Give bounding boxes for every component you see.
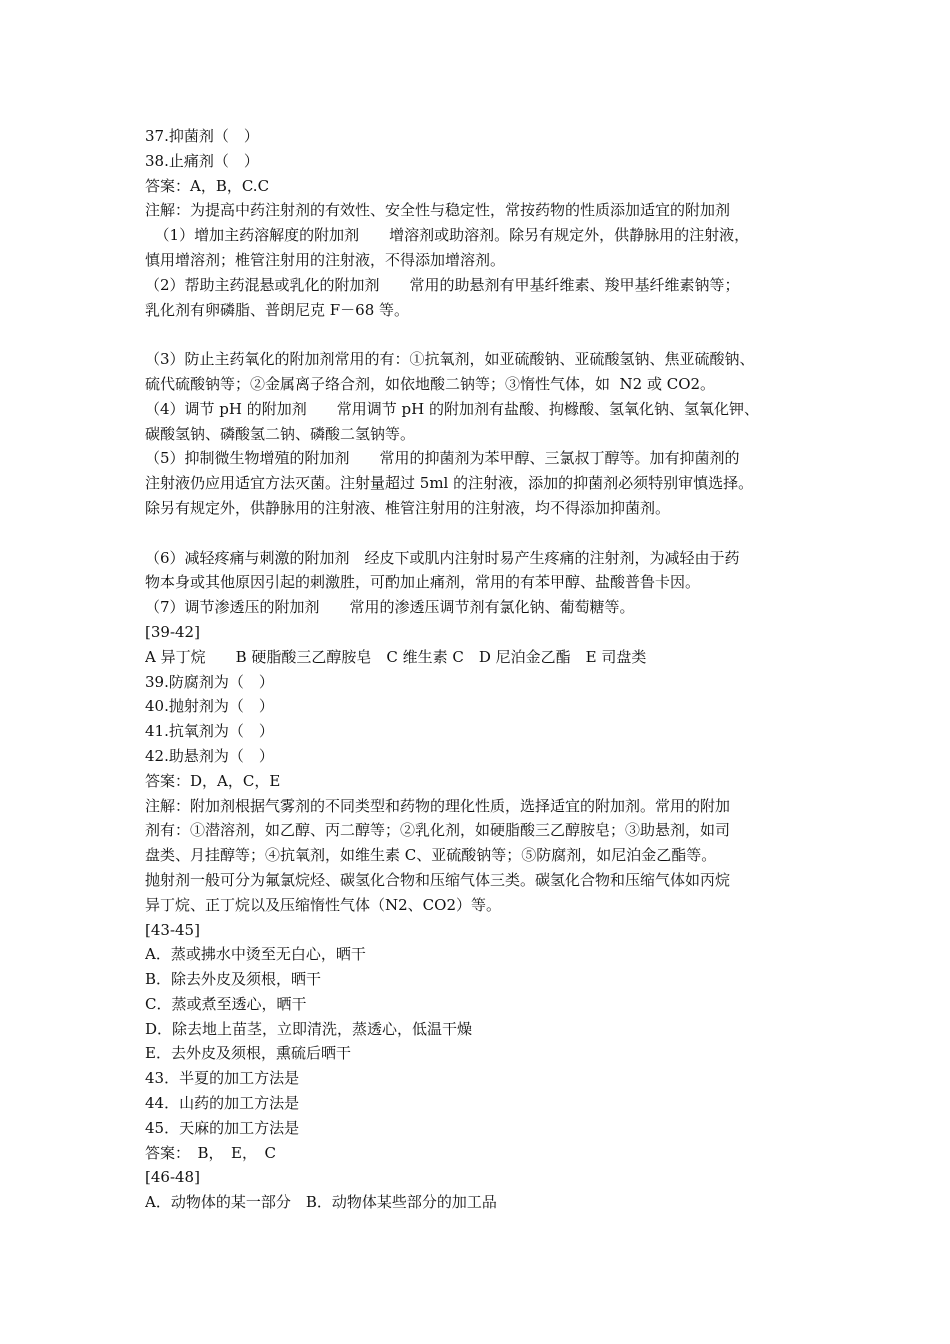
note-item-5: （5）抑制微生物增殖的附加剂 常用的抑菌剂为苯甲醇、三氯叔丁醇等。加有抑菌剂的 [145,449,740,468]
note-39-42-propellant-cont: 异丁烷、正丁烷以及压缩惰性气体（N2、CO2）等。 [145,895,501,914]
question-42: 42.助悬剂为（ ） [145,746,274,765]
note-item-6: （6）减轻疼痛与刺激的附加剂 经皮下或肌内注射时易产生疼痛的注射剂，为减轻由于药 [145,548,740,567]
option-c-43-45: C．蒸或煮至透心，晒干 [145,994,307,1013]
question-43: 43．半夏的加工方法是 [145,1069,300,1088]
question-45: 45．天麻的加工方法是 [145,1118,300,1137]
question-38: 38.止痛剂（ ） [145,151,259,170]
answer-36-38: 答案：A，B，C.C [145,176,270,195]
note-intro: 注解：为提高中药注射剂的有效性、安全性与稳定性，常按药物的性质添加适宜的附加剂 [145,201,731,220]
option-a-43-45: A．蒸或拂水中烫至无白心，晒干 [145,945,366,964]
note-39-42-cont: 剂有：①潜溶剂，如乙醇、丙二醇等；②乳化剂，如硬脂酸三乙醇胺皂；③助悬剂，如司 [145,821,731,840]
note-39-42: 注解：附加剂根据气雾剂的不同类型和药物的理化性质，选择适宜的附加剂。常用的附加 [145,796,731,815]
note-item-4: （4）调节 pH 的附加剂 常用调节 pH 的附加剂有盐酸、拘橼酸、氢氧化钠、氢氧化钾、 [145,399,759,418]
note-item-2: （2）帮助主药混悬或乳化的附加剂 常用的助悬剂有甲基纤维素、羧甲基纤维素钠等； [145,275,740,294]
note-item-2-cont: 乳化剂有卵磷脂、普朗尼克 F－68 等。 [145,300,410,319]
note-item-7: （7）调节渗透压的附加剂 常用的渗透压调节剂有氯化钠、葡萄糖等。 [145,598,635,617]
note-item-1-cont: 慎用增溶剂；椎管注射用的注射液，不得添加增溶剂。 [145,250,506,269]
note-item-6-cont: 物本身或其他原因引起的刺激胜，可酌加止痛剂，常用的有苯甲醇、盐酸普鲁卡因。 [145,573,701,592]
group-heading-46-48: [46-48] [145,1168,200,1187]
option-e-43-45: E．去外皮及须根，熏硫后晒干 [145,1044,351,1063]
document-body [145,124,825,1215]
group-heading-43-45: [43-45] [145,920,200,939]
answer-43-45: 答案： B， E， C [145,1143,276,1162]
blank-line [145,521,825,546]
note-item-3: （3）防止主药氧化的附加剂常用的有：①抗氧剂，如亚硫酸钠、亚硫酸氢钠、焦亚硫酸钠、 [145,350,755,369]
note-item-1: （1）增加主药溶解度的附加剂 增溶剂或助溶剂。除另有规定外，供静脉用的注射液， [145,226,750,245]
blank-line [145,322,825,347]
options-46-48: A．动物体的某一部分 B．动物体某些部分的加工品 [145,1193,497,1212]
answer-39-42: 答案：D，A，C，E [145,771,281,790]
note-39-42-propellant: 抛射剂一般可分为氟氯烷烃、碳氢化合物和压缩气体三类。碳氢化合物和压缩气体如丙烷 [145,870,731,889]
question-44: 44．山药的加工方法是 [145,1094,300,1113]
question-41: 41.抗氧剂为（ ） [145,722,274,741]
group-heading-39-42: [39-42] [145,622,200,641]
note-item-5-cont: 注射液仍应用适宜方法灭菌。注射量超过 5ml 的注射液，添加的抑菌剂必须特别审慎选择。 [145,474,754,493]
note-item-5-cont-2: 除另有规定外，供静脉用的注射液、椎管注射用的注射液，均不得添加抑菌剂。 [145,498,671,517]
question-37: 37.抑菌剂（ ） [145,127,259,145]
option-b-43-45: B．除去外皮及须根，晒干 [145,970,322,989]
note-39-42-cont-2: 盘类、月挂醇等；④抗氧剂，如维生素 C、亚硫酸钠等；⑤防腐剂，如尼泊金乙酯等。 [145,846,717,865]
question-40: 40.抛射剂为（ ） [145,697,274,716]
options-39-42: A 异丁烷 B 硬脂酸三乙醇胺皂 C 维生素 C D 尼泊金乙酯 E 司盘类 [145,647,647,666]
option-d-43-45: D．除去地上苗茎，立即清洗，蒸透心，低温干燥 [145,1019,473,1038]
question-39: 39.防腐剂为（ ） [145,672,274,691]
note-item-4-cont: 碳酸氢钠、磷酸氢二钠、磷酸二氢钠等。 [145,424,416,443]
note-item-3-cont: 硫代硫酸钠等；②金属离子络合剂，如依地酸二钠等；③惰性气体，如 N2 或 CO2。 [145,374,716,393]
